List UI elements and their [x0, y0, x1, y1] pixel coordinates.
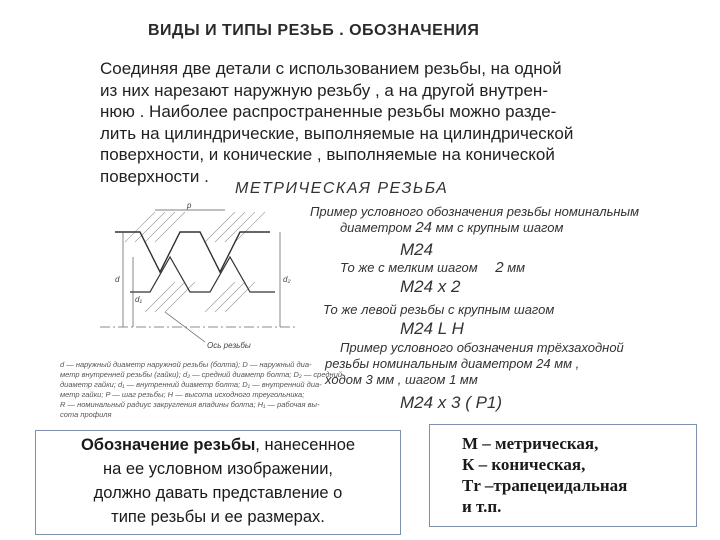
example-text: Пример условного обозначения резьбы номинальным: [310, 204, 640, 219]
intro-line: Соединяя две детали с использованием резьбы, на одной: [100, 59, 562, 78]
intro-line: поверхности .: [100, 166, 209, 186]
section-subtitle: МЕТРИЧЕСКАЯ РЕЗЬБА: [235, 180, 449, 197]
drawing-legend: [60, 360, 345, 420]
example-text: резьбы номинальным диаметром 24 мм ,: [325, 356, 580, 371]
thread-type-line: и т.п.: [462, 497, 502, 516]
note-line: [36, 433, 400, 457]
thread-type-line: Тr –трапецеидальная: [462, 476, 628, 495]
example-code: М24 х 2: [400, 277, 461, 296]
legend-line: диаметр гайки; d₁ — внутренний диаметр болта; D₁ — внутренний диа-: [60, 380, 322, 389]
intro-line: из них нарезают наружную резьбу , а на другой внутрен-: [100, 80, 548, 100]
legend-line: метр внутренней резьбы (гайки); d₂ — средний диаметр болта; D₂ — средний: [60, 370, 343, 379]
designation-note-box: [35, 430, 401, 535]
legend-line: d — наружный диаметр наружной резьбы (болта); D — наружный диа-: [60, 360, 312, 369]
note-line: должно давать представление о: [93, 484, 343, 502]
thread-type-list-box: [429, 424, 697, 527]
legend-line: R — номинальный радиус закругления впадины болта; H₁ — рабочая вы-: [60, 400, 320, 409]
example-number: 24: [415, 219, 433, 236]
example-code: М24 х 3 ( Р1): [400, 393, 503, 412]
note-bold-term: Обозначение резьбы: [80, 436, 256, 454]
legend-line: сота профиля: [60, 410, 112, 419]
thread-profile-lower: [130, 257, 275, 292]
drawing-label: d₂: [283, 275, 291, 284]
intro-paragraph: [100, 58, 620, 187]
thread-type-line: М – метрическая,: [462, 434, 599, 453]
legend-line: метр гайки; P — шаг резьбы; H — высота исходного треугольника;: [60, 390, 305, 399]
note-line: на ее условном изображении,: [102, 460, 334, 478]
example-text: То же левой резьбы с крупным шагом: [323, 302, 555, 317]
example-text-part: То же с мелким шагом: [340, 260, 478, 275]
example-text: Пример условного обозначения трёхзаходной: [340, 340, 624, 355]
example-code: М24: [400, 240, 434, 259]
intro-line: поверхности, и конические , выполняемые на конической: [100, 145, 555, 164]
thread-type-line: К – коническая,: [462, 455, 586, 474]
thread-hatching: [125, 212, 265, 312]
intro-line: лить на цилиндрические, выполняемые на цилиндрической: [100, 123, 574, 143]
page-title: ВИДЫ И ТИПЫ РЕЗЬБ . ОБОЗНАЧЕНИЯ: [148, 22, 480, 39]
example-code: М24 L Н: [400, 319, 464, 338]
example-number: 2: [495, 259, 504, 276]
note-line: типе резьбы и ее размерах.: [111, 508, 325, 526]
drawing-label: p: [187, 202, 192, 210]
intro-line: нюю . Наиболее распространенные резьбы можно разде-: [100, 102, 557, 121]
thread-profile-upper: [115, 232, 270, 272]
example-text: [340, 259, 525, 276]
drawing-label: d₁: [135, 295, 142, 304]
drawing-label: Ось резьбы: [207, 341, 251, 350]
note-text: , нанесенное: [255, 436, 356, 454]
example-text-part: диаметром: [340, 220, 412, 235]
example-text: [340, 219, 563, 236]
thread-profile-drawing: [95, 202, 305, 352]
drawing-label: d: [115, 275, 120, 284]
example-text: ходом 3 мм , шагом 1 мм: [325, 372, 478, 387]
example-text-part: мм: [507, 260, 526, 275]
example-text-part: мм с крупным шагом: [435, 220, 564, 235]
